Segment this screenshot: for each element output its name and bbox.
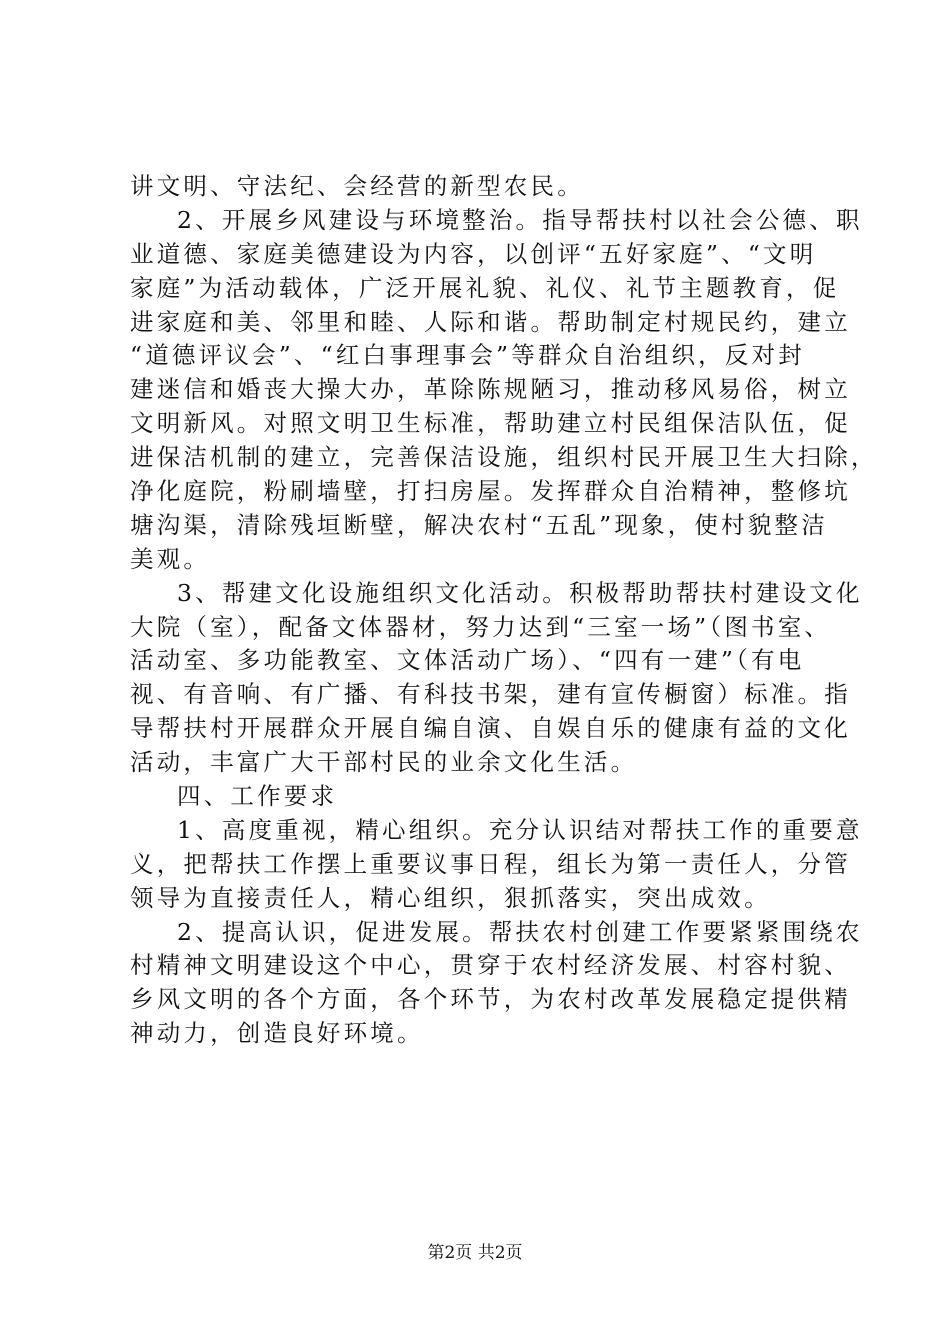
text-line: 塘沟渠，清除残垣断壁，解决农村“五乱”现象，使村貌整洁 — [130, 510, 828, 539]
text-line: 神动力，创造良好环境。 — [130, 1019, 424, 1048]
text-line: 2、开展乡风建设与环境整治。指导帮扶村以社会公德、职 — [177, 205, 863, 234]
text-line: 村精神文明建设这个中心，贯穿于农村经济发展、村容村貌、 — [130, 951, 851, 980]
text-line: 导帮扶村开展群众开展自编自演、自娱自乐的健康有益的文化 — [130, 714, 851, 743]
text-line: 义，把帮扶工作摆上重要议事日程，组长为第一责任人，分管 — [130, 849, 851, 878]
page-footer: 第2页 共2页 — [427, 1243, 523, 1263]
text-line: 业道德、家庭美德建设为内容，以创评“五好家庭”、“文明 — [130, 239, 817, 268]
text-line: 活动室、多功能教室、文体活动广场）、“四有一建”（有电 — [130, 646, 805, 675]
text-line: 美观。 — [130, 544, 211, 573]
text-line: 进保洁机制的建立，完善保洁设施，组织村民开展卫生大扫除， — [130, 443, 878, 472]
text-line: 1、高度重视，精心组织。充分认识结对帮扶工作的重要意 — [177, 815, 863, 844]
text-line: 活动，丰富广大干部村民的业余文化生活。 — [130, 748, 638, 777]
text-line: 文明新风。对照文明卫生标准，帮助建立村民组保洁队伍，促 — [130, 409, 851, 438]
text-line: 讲文明、守法纪、会经营的新型农民。 — [130, 172, 584, 200]
document-body — [130, 170, 878, 1051]
text-line: 建迷信和婚丧大操大办，革除陈规陋习，推动移风易俗，树立 — [130, 375, 851, 404]
text-line: 进家庭和美、邻里和睦、人际和谐。帮助制定村规民约，建立 — [130, 307, 851, 336]
text-line: 2、提高认识，促进发展。帮扶农村创建工作要紧紧围绕农 — [177, 917, 863, 946]
text-line: 四、工作要求 — [177, 782, 338, 811]
text-line: “道德评议会”、“红白事理事会”等群众自治组织，反对封 — [130, 341, 805, 370]
text-line: 大院（室），配备文体器材，努力达到“三室一场”（图书室、 — [130, 612, 832, 641]
text-line: 乡风文明的各个方面，各个环节，为农村改革发展稳定提供精 — [130, 985, 851, 1014]
text-line: 净化庭院，粉刷墙壁，打扫房屋。发挥群众自治精神，整修坑 — [130, 477, 851, 506]
text-line: 3、帮建文化设施组织文化活动。积极帮助帮扶村建设文化 — [177, 578, 863, 607]
text-line: 家庭”为活动载体，广泛开展礼貌、礼仪、礼节主题教育，促 — [130, 273, 840, 302]
text-line: 领导为直接责任人，精心组织，狠抓落实，突出成效。 — [130, 883, 771, 912]
text-line: 视、有音响、有广播、有科技书架，建有宣传橱窗）标准。指 — [130, 680, 851, 709]
